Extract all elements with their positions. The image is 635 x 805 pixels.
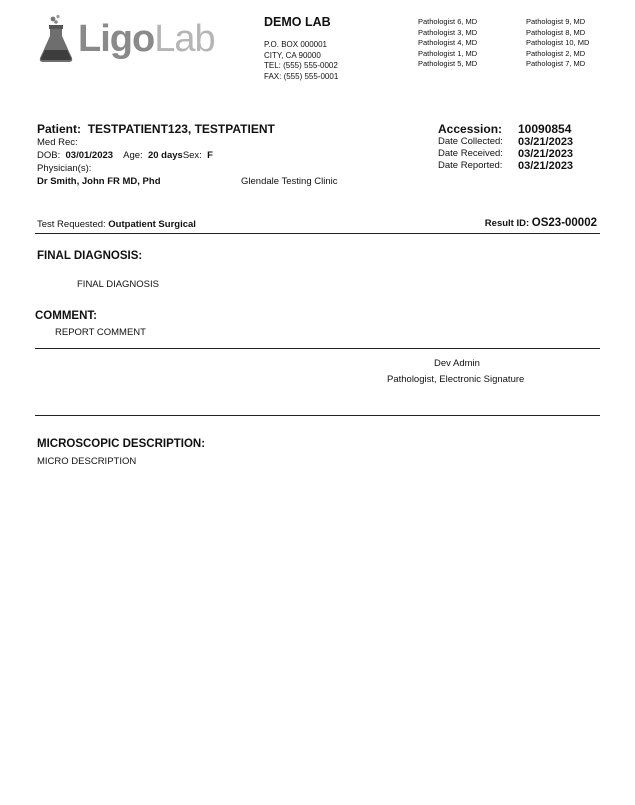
pathologist-list-left <box>418 17 477 70</box>
test-requested-label: Test Requested: <box>37 219 106 230</box>
physician-name: Dr Smith, John FR MD, Phd <box>37 176 161 187</box>
comment-divider <box>35 348 600 349</box>
lab-name: DEMO LAB <box>264 15 331 29</box>
pathologist-list-right <box>526 17 589 70</box>
signature-divider <box>35 415 600 416</box>
patient-label: Patient: <box>37 122 82 136</box>
final-diagnosis-text: FINAL DIAGNOSIS <box>77 279 159 290</box>
accession-label: Accession: <box>438 122 503 136</box>
date-collected-row <box>438 136 573 148</box>
age-value: 20 days <box>147 150 183 161</box>
test-requested <box>37 219 196 230</box>
dob-label: DOB: <box>37 150 61 161</box>
physician-label: Physician(s): <box>37 163 92 174</box>
date-received-label: Date Received: <box>438 148 503 159</box>
lab-address-line: FAX: (555) 555-0001 <box>264 71 339 81</box>
lab-address-line: CITY, CA 90000 <box>264 50 321 60</box>
pathologist-name: Pathologist 4, MD <box>418 38 478 47</box>
result-id <box>485 217 597 229</box>
beaker-logo-icon <box>36 14 76 64</box>
comment-text: REPORT COMMENT <box>55 327 146 338</box>
dob-value: 03/01/2023 <box>65 150 114 161</box>
pathologist-name: Pathologist 7, MD <box>526 59 586 68</box>
sex-value: F <box>207 150 213 161</box>
date-reported-row <box>438 160 573 172</box>
final-diagnosis-title: FINAL DIAGNOSIS: <box>37 250 143 262</box>
date-received-value: 03/21/2023 <box>518 148 574 160</box>
result-id-value: OS23-00002 <box>531 217 597 229</box>
logo-wordmark <box>78 18 215 61</box>
signature-name: Dev Admin <box>434 358 480 369</box>
microscopic-description-title: MICROSCOPIC DESCRIPTION: <box>37 438 206 450</box>
pathologist-name: Pathologist 10, MD <box>526 38 590 47</box>
pathologist-name: Pathologist 9, MD <box>526 17 586 26</box>
date-reported-value: 03/21/2023 <box>518 160 574 172</box>
accession-row <box>438 122 573 136</box>
date-collected-label: Date Collected: <box>438 136 503 147</box>
pathologist-name: Pathologist 1, MD <box>418 48 478 58</box>
pathologist-name: Pathologist 2, MD <box>526 48 586 58</box>
result-id-label: Result ID: <box>484 218 530 229</box>
header-divider <box>35 233 600 234</box>
lab-address-line: TEL: (555) 555-0002 <box>264 61 338 70</box>
patient-heading <box>37 122 275 136</box>
logo-text-lab: Lab <box>154 18 215 60</box>
date-reported-label: Date Reported: <box>438 160 503 171</box>
lab-address-line: P.O. BOX 000001 <box>264 40 328 49</box>
age-label: Age: <box>123 150 143 161</box>
ligolab-logo <box>36 14 226 68</box>
date-collected-value: 03/21/2023 <box>518 136 574 148</box>
microscopic-description-text: MICRO DESCRIPTION <box>37 456 137 467</box>
clinic-name: Glendale Testing Clinic <box>241 176 338 187</box>
patient-name: TESTPATIENT123, TESTPATIENT <box>87 122 275 136</box>
comment-title: COMMENT: <box>35 310 97 322</box>
logo-text-ligo: Ligo <box>78 18 155 60</box>
accession-value: 10090854 <box>518 122 572 136</box>
date-received-row <box>438 148 573 160</box>
sex-label: Sex: <box>182 150 202 161</box>
pathologist-name: Pathologist 6, MD <box>418 17 478 26</box>
signature-title: Pathologist, Electronic Signature <box>387 374 525 385</box>
lab-address <box>264 40 338 82</box>
medrec-label: Med Rec: <box>37 137 78 148</box>
test-requested-value: Outpatient Surgical <box>108 219 196 230</box>
dob-line <box>37 150 213 161</box>
accession-block <box>438 122 573 172</box>
pathologist-name: Pathologist 5, MD <box>418 59 478 68</box>
pathologist-name: Pathologist 3, MD <box>418 27 478 37</box>
pathologist-name: Pathologist 8, MD <box>526 27 586 37</box>
